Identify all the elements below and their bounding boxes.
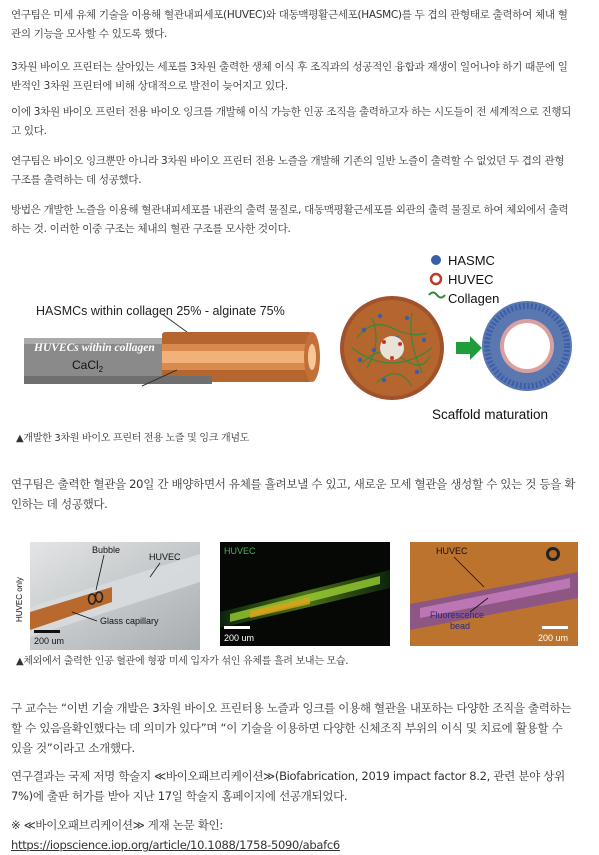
legend-hasmc: HASMC	[448, 253, 495, 268]
huvec-label: HUVEC	[224, 546, 256, 556]
glass-capillary-label: Glass capillary	[100, 616, 159, 626]
legend-collagen: Collagen	[448, 291, 500, 306]
figure1-caption: ▲개발한 3차원 바이오 프린터 전용 노즐 및 잉크 개념도	[16, 433, 250, 444]
paper-link[interactable]: https://iopscience.iop.org/article/10.1088/1758-5090/abafc6	[11, 838, 340, 852]
paragraph-text: 연구팀은 바이오 잉크뿐만 아니라 3차원 바이오 프린터 전용 노즐을 개발해 기존의 일반 노즐이 출력할 수 없었던 두 겹의 관형 구조를 출력하는 데 성공했다.	[11, 155, 565, 186]
maturation-arrow-icon	[456, 336, 482, 360]
hasmc-collagen-label: HASMCs within collagen 25% - alginate 75%	[36, 304, 285, 318]
paragraph-6	[11, 474, 576, 514]
paragraph-text: 연구팀은 출력한 혈관을 20일 간 배양하면서 유체를 흘려보낼 수 있고, 새로운 모세 혈관을 생성할 수 있는 것 등을 확인하는 데 성공했다.	[11, 477, 576, 511]
micrograph-panel-beads	[410, 542, 578, 646]
scale-bar-label: 200 um	[224, 633, 255, 643]
paragraph-text: 방법은 개발한 노즐을 이용해 혈관내피세포를 내관의 출력 물질로, 대동맥평활근세포를 외관의 출력 물질로 하여 체외에서 출력하는 것. 이러한 이중 구조는 체내의 혈관 구조를 모사한 것이다.	[11, 204, 569, 235]
paragraph-text: 구 교수는 “이번 기술 개발은 3차원 바이오 프린터용 노즐과 잉크를 이용해 혈관을 내포하는 다양한 조직을 출력하는 할 수 있음을확인했다는 데 의미가 있다”며 “이 기술을 이용하면 다양한 신체조직 부위의 이식 및 치료에 활용할 수 있을 것”이라고 소개했다.	[11, 701, 572, 755]
paragraph-4	[11, 152, 576, 190]
paragraph-3	[11, 103, 576, 141]
bead-label: bead	[450, 621, 471, 631]
paragraph-5	[11, 201, 576, 239]
paragraph-8	[11, 766, 576, 806]
paragraph-text: 이에 3차원 바이오 프린터 전용 바이오 잉크를 개발해 이식 가능한 인공 조직을 출력하고자 하는 시도들이 전 세계적으로 진행되고 있다.	[11, 106, 572, 137]
hasmc-legend-icon	[431, 255, 441, 265]
legend-huvec: HUVEC	[448, 272, 494, 287]
paragraph-9	[11, 815, 576, 855]
collagen-legend-icon	[429, 293, 445, 298]
huvec-legend-icon	[431, 274, 441, 284]
fluorescence-label: Fluorescence	[430, 610, 485, 620]
micrograph-panel-fluorescence	[220, 542, 390, 646]
scale-bar-label: 200 um	[34, 636, 65, 646]
paper-reference-text: ※ ≪바이오패브리케이션≫ 게재 논문 확인:	[11, 818, 223, 832]
huvec-label: HUVEC	[149, 552, 181, 562]
scale-bar-label: 200 um	[538, 633, 569, 643]
paragraph-text: 연구팀은 미세 유체 기술을 이용해 혈관내피세포(HUVEC)와 대동맥평활근세포(HASMC)를 두 겹의 관형태로 출력하여 체내 혈관의 기능을 모사할 수 있도록 했다.	[11, 9, 568, 40]
paragraph-1	[11, 6, 576, 44]
cacl-label: CaCl$_2$	[72, 358, 104, 374]
paragraph-text: 연구결과는 국제 저명 학술지 ≪바이오패브리케이션≫(Biofabrication, 2019 impact factor 8.2, 관련 분야 상위 7%)에 출판 허가를 받아 지난 17일 학술지 홈페이지에 선공개되었다.	[11, 769, 565, 803]
paragraph-7	[11, 698, 576, 758]
micrograph-panel-brightfield	[12, 542, 200, 650]
huvec-collagen-label: HUVECs within collagen	[34, 342, 155, 354]
huvec-only-label: HUVEC only	[15, 577, 24, 622]
paragraph-2	[11, 58, 576, 96]
figure-legend	[429, 253, 499, 306]
huvec-label: HUVEC	[436, 546, 468, 556]
bubble-label: Bubble	[92, 545, 121, 555]
paragraph-text: 3차원 바이오 프린터는 살아있는 세포를 3차원 출력한 생체 이식 후 조직과의 성공적인 융합과 재생이 일어나야 하기 때문에 일반적인 3차원 프린터에 비해 상대적으로 발전이 늦어지고 있다.	[11, 61, 568, 92]
scaffold-maturation-label: Scaffold maturation	[432, 407, 549, 422]
figure2-caption: ▲체외에서 출력한 인공 혈관에 형광 미세 입자가 섞인 유체를 흘려 보내는 모습.	[16, 656, 349, 667]
nozzle-ink-concept-figure	[12, 248, 572, 433]
